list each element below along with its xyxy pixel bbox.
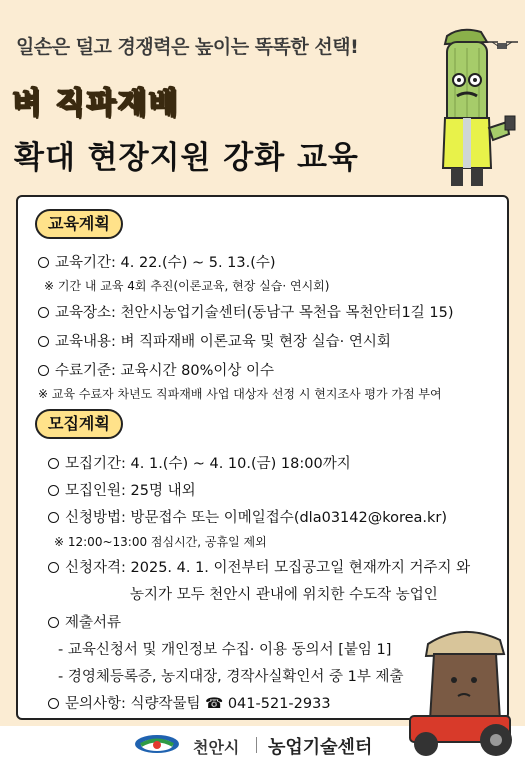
recruit-eligibility: 신청자격: 2025. 4. 1. 이전부터 모집공고일 현재까지 거주지 와 [48, 556, 470, 577]
edu-note-sessions: ※ 기간 내 교육 4회 추진(이론교육, 현장 실습· 연시회) [44, 279, 330, 293]
bullet-icon [48, 485, 59, 496]
bullet-icon [48, 698, 59, 709]
footer-city: 천안시 [193, 738, 240, 757]
recruit-documents: 제출서류 [48, 611, 121, 632]
recruit-contact: 문의사항: 식량작물팀 ☎ 041-521-2933 [48, 692, 331, 713]
footer-divider [256, 737, 257, 753]
edu-note-bonus: ※ 교육 수료자 차년도 직파재배 사업 대상자 선정 시 현지조사 평가 가점 부여 [38, 387, 442, 401]
footer-center-name: 농업기술센터 [268, 737, 373, 757]
bullet-icon [38, 365, 49, 376]
recruit-period: 모집기간: 4. 1.(수) ~ 4. 10.(금) 18:00까지 [48, 452, 351, 473]
title-line2: 확대 현장지원 강화 교육 [14, 140, 359, 176]
recruit-note-hours: ※ 12:00~13:00 점심시간, 공휴일 제외 [54, 535, 267, 549]
mascot-farmer-illustration [425, 18, 520, 193]
recruit-method: 신청방법: 방문접수 또는 이메일접수(dla03142@korea.kr) [48, 506, 447, 527]
bullet-icon [48, 617, 59, 628]
recruit-doc-1: - 교육신청서 및 개인정보 수집· 이용 동의서 [붙임 1] [58, 642, 392, 658]
edu-location: 교육장소: 천안시농업기술센터(동남구 목천읍 목천안터1길 15) [38, 301, 453, 322]
bullet-icon [48, 458, 59, 469]
edu-completion: 수료기준: 교육시간 80%이상 이수 [38, 359, 274, 380]
edu-content: 교육내용: 벼 직파재배 이론교육 및 현장 실습· 연시회 [38, 330, 391, 351]
mascot-tractor-illustration [404, 624, 525, 757]
bullet-icon [38, 307, 49, 318]
bullet-icon [48, 562, 59, 573]
title-line1: 벼 직파재배 [12, 86, 180, 121]
recruit-doc-2: - 경영체등록증, 농지대장, 경작사실확인서 중 1부 제출 [58, 669, 404, 685]
recruit-headcount: 모집인원: 25명 내외 [48, 479, 196, 500]
bullet-icon [48, 512, 59, 523]
recruit-eligibility-cont: 농지가 모두 천안시 관내에 위치한 수도작 농업인 [130, 587, 438, 603]
recruit-plan-label: 모집계획 [35, 409, 123, 439]
bullet-icon [38, 257, 49, 268]
cheonan-logo-icon [133, 732, 181, 754]
bullet-icon [38, 336, 49, 347]
tagline: 일손은 덜고 경쟁력은 높이는 똑똑한 선택! [16, 36, 359, 58]
edu-period: 교육기간: 4. 22.(수) ~ 5. 13.(수) [38, 251, 276, 272]
education-plan-label: 교육계획 [35, 209, 123, 239]
